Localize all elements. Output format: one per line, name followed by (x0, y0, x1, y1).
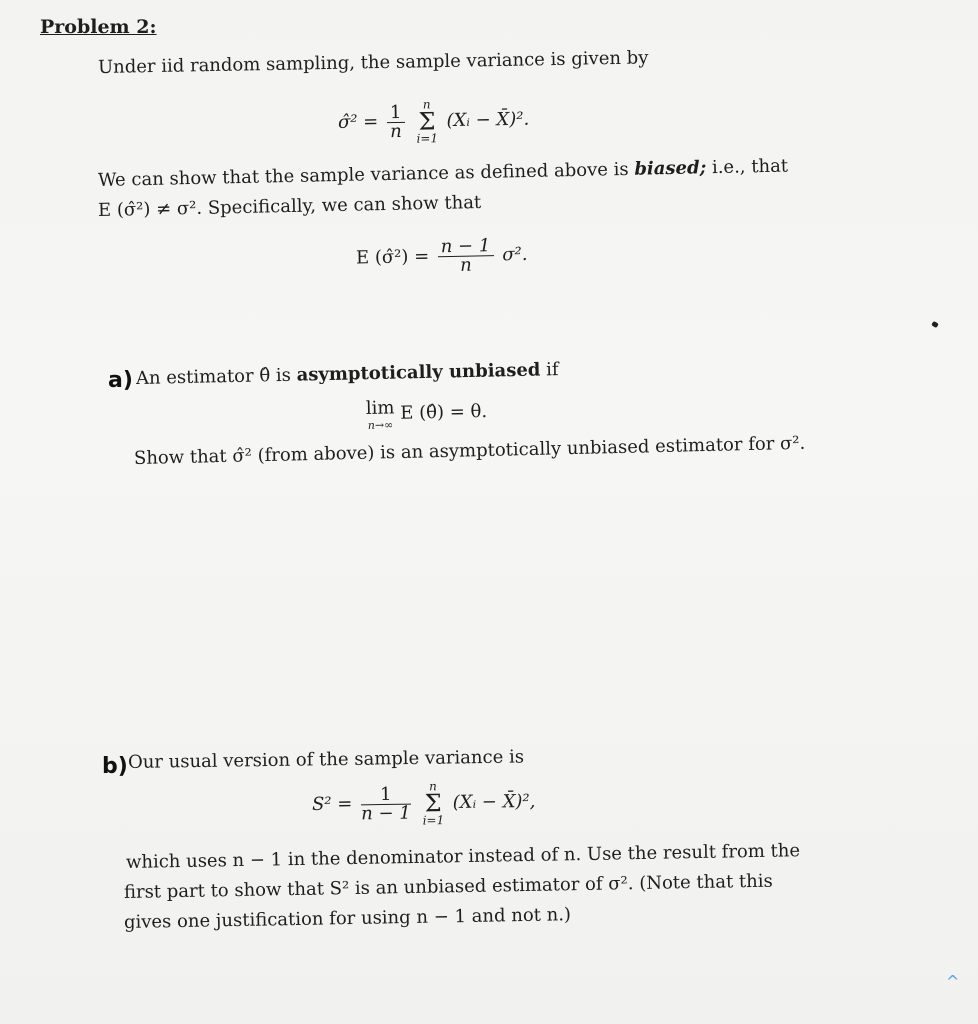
problem-title: Problem 2: (40, 16, 157, 38)
part-b-line3: gives one justification for using n − 1 and not n.) (123, 904, 572, 933)
part-a-question: Show that σ̂² (from above) is an asymptotically unbiased estimator for σ². (133, 432, 806, 469)
eq1-sum-symbol: Σ (418, 107, 436, 136)
limit-subscript: n→∞ (367, 418, 394, 432)
part-a-line1b: if (540, 359, 559, 381)
eq2-frac-num: n − 1 (438, 237, 494, 257)
eqb-sum-bottom: i=1 (422, 813, 445, 828)
eq1-fraction (387, 103, 405, 140)
ink-speck (931, 321, 939, 328)
part-b-intro: Our usual version of the sample variance is (127, 746, 525, 773)
part-a-line1a: An estimator θ̂ is (135, 364, 297, 389)
eq2-fraction (438, 237, 494, 275)
eq2-lhs: E (σ̂²) = (355, 245, 430, 269)
limit-word: lim (365, 397, 395, 419)
part-a-definition (136, 359, 559, 390)
equation-expected-variance (356, 236, 528, 277)
eqb-sum-top: n (428, 779, 437, 794)
eq1-lhs: σ̂² = (337, 111, 379, 133)
eqb-frac-num: 1 (361, 785, 411, 805)
eqb-lhs: S² = (311, 793, 353, 815)
equation-unbiased-variance (312, 779, 536, 828)
part-b-marker: b) (102, 754, 128, 779)
equation-limit (366, 395, 488, 431)
eqb-sum-symbol: Σ (424, 789, 442, 818)
eqb-body: (Xᵢ − X̄)², (452, 790, 536, 814)
part-a-bold: asymptotically unbiased (296, 359, 541, 386)
eqb-fraction (361, 785, 411, 823)
eqb-frac-den: n − 1 (361, 802, 411, 824)
chevron-up-icon[interactable]: ^ (946, 972, 960, 991)
limit-body: E (θ̂) = θ. (400, 400, 488, 424)
part-b-line2: first part to show that S² is an unbiased estimator of σ². (Note that this (123, 870, 773, 903)
biased-word: biased; (634, 157, 707, 180)
part-b-line1: which uses n − 1 in the denominator instead of n. Use the result from the (125, 840, 801, 873)
limit-operator (366, 397, 395, 431)
biased-line-1a: We can show that the sample variance as defined above is (97, 158, 635, 191)
eq1-sum-top: n (422, 97, 431, 112)
eqb-summation (422, 780, 444, 826)
biased-line-1b: i.e., that (706, 155, 789, 179)
eq1-frac-num: 1 (387, 103, 405, 122)
eq1-frac-den: n (389, 120, 402, 142)
equation-sample-variance (338, 97, 530, 146)
intro-text: Under iid random sampling, the sample variance is given by (97, 47, 649, 78)
eq1-sum-bottom: i=1 (416, 131, 439, 146)
eq1-body: (Xᵢ − X̄)². (446, 108, 530, 132)
part-a-marker: a) (108, 368, 133, 393)
biased-line-1 (98, 156, 789, 192)
eq1-summation (416, 98, 438, 144)
biased-line-2: E (σ̂²) ≠ σ². Specifically, we can show that (97, 191, 482, 221)
eq2-rhs: σ². (502, 243, 528, 266)
eq2-frac-den: n (459, 254, 472, 276)
